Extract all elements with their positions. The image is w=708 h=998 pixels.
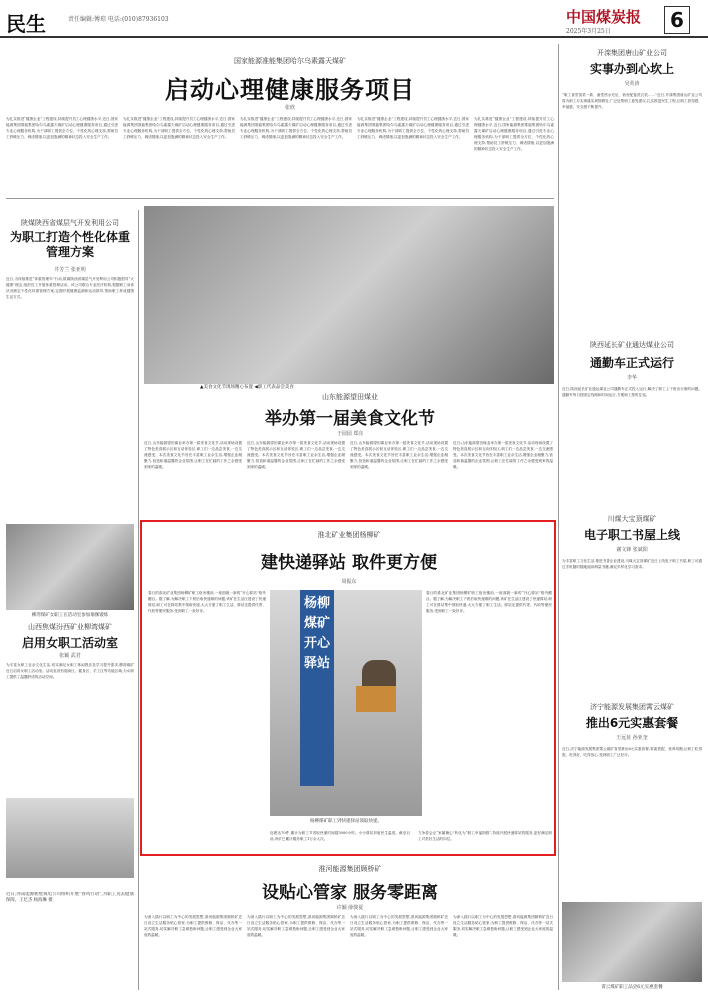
featured-headline: 建快递驿站 取件更方便 [261,553,437,573]
newspaper-name: 中国煤炭报 [566,8,642,26]
mid-body-col1: 近日,山东能源望田煤业举办第一届美食文化节,活动现场设置了特色美食展示区和互动体验区,职工们一边品尝美食,一边交流感受。本次美食文化节旨在丰富职工业余生活,增强企业凝聚力,营造和谐温馨的企业氛围,让职工在忙碌的工作之余感受到家的温暖。 [144,441,242,469]
header-rule [0,36,708,38]
top-body-col4: 为扎实推进“健康企业”工程建设,持续提升员工心理健康水平,近日,国家能源集团准能集团哈尔乌素露天煤矿启动心理健康服务项目,通过引进专业心理服务机构,为干部职工提供全方位、个性化的心理支持,帮助员工舒缓压力、调适情绪,以更加饱满的精神状态投入安全生产工作。 [357,117,469,139]
festival-caption: ▲美食文化节现场精心布置 ◀职工代表品尝美食 [200,385,294,390]
yoga-photo [6,524,134,610]
bottom-kicker: 淮河能源集团顾桥矿 [318,865,382,873]
canteen-photo [562,902,702,982]
bottom-byline: 许颖 薛骏夏 [336,905,364,911]
right3-byline: 谢文锋 张斌阳 [616,547,648,553]
right4-headline: 推出6元实惠套餐 [585,716,679,730]
featured-body3: 力争将会企“家属操心”转化为“职工幸福指数”,持续开展快递驿站的服务,更好满足职工对美好生活的向往。 [418,831,552,841]
featured-byline: 周振东 [341,579,357,585]
right2-kicker: 陕西延长矿业通达煤业公司 [590,341,674,349]
left2-kicker: 山西焦煤汾西矿业柳湾煤矿 [28,623,112,631]
left1-headline: 为职工打造个性化体重管理方案 [9,230,130,259]
issue-date: 2025年3月25日 [566,28,611,35]
top-byline: 张欣 [284,105,295,111]
top-body-col3: 为扎实推进“健康企业”工程建设,持续提升员工心理健康水平,近日,国家能源集团准能集团哈尔乌素露天煤矿启动心理健康服务项目,通过引进专业心理服务机构,为干部职工提供全方位、个性化的心理支持,帮助员工舒缓压力、调适情绪,以更加饱满的精神状态投入安全生产工作。 [240,117,352,139]
courier-station-photo [270,590,422,816]
mid-kicker: 山东能源望田煤业 [322,393,378,401]
left1-body: 近日,为持续推进“体重管理年”行动,陕煤陕西省煤层气开发利用公司积极倡导“大健康”理念,组织员工开展体重管理活动。该公司联合专业医疗机构,根据职工身体状况制定个性化体重管理方案,定期开展健康监测和运动指导,帮助职工养成健康生活方式。 [6,277,134,299]
featured-kicker: 淮北矿业集团杨柳矿 [317,531,381,539]
bottom-body-col4: 为深入践行以职工为中心的发展思想,淮河能源集团顾桥矿近日设立生活服务贴心管家,为职工提供维修、保洁、代办等一站式服务,切实解决职工急难愁盼问题,让职工感受到企业大家庭的温暖。 [453,915,553,937]
right3-headline: 电子职工书屋上线 [583,528,680,542]
right4-byline: 王远征 孙亚奎 [616,735,648,741]
right3-body: 为丰富职工文化生活,推进书香企业建设,川煤大宝顶煤矿近日上线电子职工书屋,职工可通过手机随时随地阅读海量书籍,满足多样化学习需求。 [562,559,702,569]
top-body-col1: 为扎实推进“健康企业”工程建设,持续提升员工心理健康水平,近日,国家能源集团准能集团哈尔乌素露天煤矿启动心理健康服务项目,通过引进专业心理服务机构,为干部职工提供全方位、个性化的心理支持,帮助员工舒缓压力、调适情绪,以更加饱满的精神状态投入安全生产工作。 [6,117,118,139]
mid-body-col3: 近日,山东能源望田煤业举办第一届美食文化节,活动现场设置了特色美食展示区和互动体验区,职工们一边品尝美食,一边交流感受。本次美食文化节旨在丰富职工业余生活,增强企业凝聚力,营造和谐温馨的企业氛围,让职工在忙碌的工作之余感受到家的温暖。 [350,441,448,469]
editor-line: 责任编辑:傅琼 电话:(010)87936103 [68,16,169,23]
right1-kicker: 开滦集团唐山矿业公司 [597,49,667,57]
bottom-body-col1: 为深入践行以职工为中心的发展思想,淮河能源集团顾桥矿近日设立生活服务贴心管家,为职工提供维修、保洁、代办等一站式服务,切实解决职工急难愁盼问题,让职工感受到企业大家庭的温暖。 [144,915,242,937]
featured-article-box [140,520,556,856]
mid-headline: 举办第一届美食文化节 [265,409,435,429]
right1-headline: 实事办到心坎上 [589,62,674,76]
health-photo [6,798,134,878]
right2-headline: 通勤车正式运行 [589,356,674,370]
top-body-col5: 为扎实推进“健康企业”工程建设,持续提升员工心理健康水平,近日,国家能源集团准能集团哈尔乌素露天煤矿启动心理健康服务项目,通过引进专业心理服务机构,为干部职工提供全方位、个性化的心理支持,帮助员工舒缓压力、调适情绪,以更加饱满的精神状态投入安全生产工作。 [474,117,554,151]
right3-kicker: 川煤大宝顶煤矿 [607,515,657,523]
left1-byline: 井芳兰 张亚明 [54,267,86,273]
right-column-rule [558,44,559,990]
left2-caption: 柳湾煤矿女职工在活动室参加瑜伽锻炼 [31,613,109,618]
section-name: 民生 [6,12,46,36]
parcel-box [356,686,396,712]
mid-body-col4: 近日,山东能源望田煤业举办第一届美食文化节,活动现场设置了特色美食展示区和互动体验区,职工们一边品尝美食,一边交流感受。本次美食文化节旨在丰富职工业余生活,增强企业凝聚力,营造和谐温馨的企业氛围,让职工在忙碌的工作之余感受到家的温暖。 [453,441,553,469]
bottom-headline: 设贴心管家 服务零距离 [262,883,438,903]
left1-kicker: 陕煤陕西省煤层气开发利用公司 [21,219,119,227]
right1-byline: 吴英涛 [624,81,640,87]
page-header [0,0,708,40]
left2-body: 为丰富女职工业余文化生活,切实满足女职工休闲娱乐及学习提升需求,柳湾煤矿近日启用女职工活动室。活动室设有阅读区、健身区、手工区等功能区域,为女职工提供了温馨舒适的活动空间。 [6,663,134,679]
top-headline: 启动心理健康服务项目 [165,76,415,104]
featured-caption: 杨柳煤矿职工到快递驿站领取快递。 [310,819,382,824]
left2-headline: 启用女职工活动室 [21,636,118,650]
mid-body-col2: 近日,山东能源望田煤业举办第一届美食文化节,活动现场设置了特色美食展示区和互动体验区,职工们一边品尝美食,一边交流感受。本次美食文化节旨在丰富职工业余生活,增强企业凝聚力,营造和谐温馨的企业氛围,让职工在忙碌的工作之余感受到家的温暖。 [247,441,345,469]
right4-kicker: 济宁能源发展集团霄云煤矿 [590,703,674,711]
page-number: 6 [664,6,690,34]
mid-byline: 于园园 郑亮 [336,431,364,437]
left3-caption: 近日,河南能源鹤壁煤电公司组织开展“春风行动”,为职工送去健康保障。王忆杰 杨海琳 摄 [6,892,134,903]
bottom-body-col3: 为深入践行以职工为中心的发展思想,淮河能源集团顾桥矿近日设立生活服务贴心管家,为职工提供维修、保洁、代办等一站式服务,切实解决职工急难愁盼问题,让职工感受到企业大家庭的温暖。 [350,915,448,937]
right1-body: “职工食堂饭菜一新、澡堂热水充足、宿舍配备洗衣机……”近日,开滦集团唐山矿业公司将为职工办实事落实到细微处,广泛征集职工意见建议,扎实推进民生工程,让职工获得感、幸福感、安全感不断提升。 [562,93,702,109]
festival-photo [144,206,554,384]
featured-body-right: 春日的淮北矿业集团杨柳矿职工宿舍楼前,一座面貌一新的“开心驿站”格外醒目。据了解,为解决职工下班后取快递难的问题,该矿在生活区建设了快递驿站,职工可在驿站集中领取快递,大大方便了职工生活。驿站还提供代寄、代收等便民服务,受到职工一致好评。 [426,591,552,613]
featured-body: 春日的淮北矿业集团杨柳矿职工宿舍楼前,一座面貌一新的“开心驿站”格外醒目。据了解,为解决职工下班后取快递难的问题,该矿在生活区建设了快递驿站,职工可在驿站集中领取快递,大大方便了职工生活。驿站还提供代寄、代收等便民服务,受到职工一致好评。 [148,591,266,613]
right2-body: 近日,陕西延长矿业通达煤业公司通勤车正式投入运行,解决了职工上下班出行难的问题。通勤车每日按固定线路和时间运行,方便职工按时往返。 [562,387,702,397]
station-sign: 杨柳煤矿开心驿站 [300,590,334,786]
featured-body2: 包裹达70件,累计为职工节省取快递时间超3000小时。小小驿站折射民生温度。截至目前,该矿已累计服务职工1万余人次。 [270,831,410,841]
divider [6,198,554,199]
right4-caption: 霄云煤矿职工品尝6元实惠套餐 [601,985,663,990]
top-kicker: 国家能源准能集团哈尔乌素露天煤矿 [234,57,346,65]
right4-body: 近日,济宁能源发展集团霄云煤矿食堂推出6元实惠套餐,荤素搭配、营养均衡,让职工吃得饱、吃得好、吃得放心,受到职工广泛好评。 [562,747,702,757]
top-body-col2: 为扎实推进“健康企业”工程建设,持续提升员工心理健康水平,近日,国家能源集团准能集团哈尔乌素露天煤矿启动心理健康服务项目,通过引进专业心理服务机构,为干部职工提供全方位、个性化的心理支持,帮助员工舒缓压力、调适情绪,以更加饱满的精神状态投入安全生产工作。 [123,117,235,139]
column-rule [138,210,139,990]
right2-byline: 李华 [626,375,637,381]
left2-byline: 张颖 武君 [59,653,81,659]
bottom-body-col2: 为深入践行以职工为中心的发展思想,淮河能源集团顾桥矿近日设立生活服务贴心管家,为职工提供维修、保洁、代办等一站式服务,切实解决职工急难愁盼问题,让职工感受到企业大家庭的温暖。 [247,915,345,937]
